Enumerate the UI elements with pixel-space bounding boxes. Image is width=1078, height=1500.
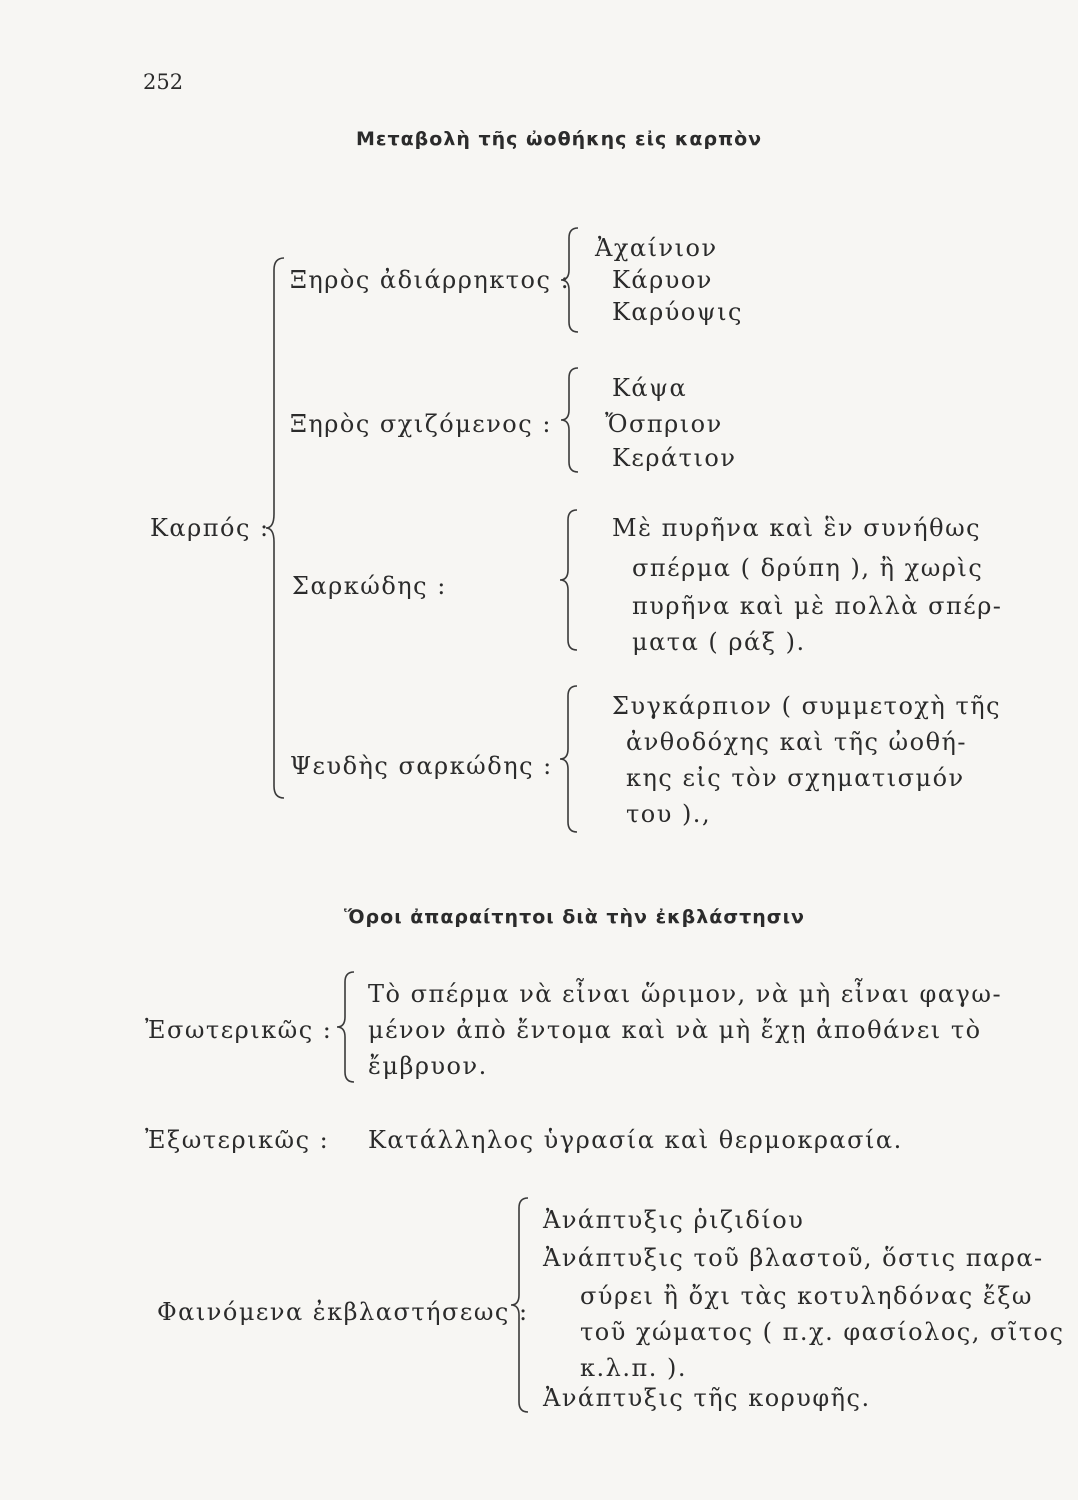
fruit-brace <box>270 258 286 798</box>
pseudo-fleshy-line-2: ἀνθοδόχης καὶ τῆς ὠοθή- <box>626 728 968 756</box>
internal-label: Ἐσωτερικῶς : <box>145 1016 333 1044</box>
fruit-label: Καρπός : <box>150 514 270 542</box>
dry-indehiscent-example-2: Κάρυον <box>612 266 713 294</box>
dry-indehiscent-brace <box>564 228 580 332</box>
fleshy-line-4: ματα ( ράξ ). <box>632 628 806 656</box>
page-number: 252 <box>143 70 184 94</box>
pseudo-fleshy-line-1: Συγκάρπιον ( συμμετοχὴ τῆς <box>612 692 1002 720</box>
internal-line-2: μένον ἀπὸ ἔντομα καὶ νὰ μὴ ἔχῃ ἀποθάνει τὸ <box>368 1016 982 1044</box>
dry-dehiscent-example-1: Κάψα <box>612 374 688 402</box>
phenomena-line-1: Ἀνάπτυξις ῥιζιδίου <box>543 1206 805 1234</box>
fleshy-brace <box>563 510 579 650</box>
external-label: Ἐξωτερικῶς : <box>145 1126 330 1154</box>
dry-indehiscent-example-3: Καρύοψις <box>612 298 743 326</box>
phenomena-line-6: Ἀνάπτυξις τῆς κορυφῆς. <box>543 1384 871 1412</box>
phenomena-label: Φαινόμενα ἐκβλαστήσεως : <box>157 1298 529 1326</box>
external-text: Κατάλληλος ὑγρασία καὶ θερμοκρασία. <box>368 1126 903 1154</box>
dry-dehiscent-example-3: Κεράτιον <box>612 444 737 472</box>
phenomena-brace <box>514 1198 530 1412</box>
fleshy-line-3: πυρῆνα καὶ μὲ πολλὰ σπέρ- <box>632 592 1003 620</box>
internal-line-3: ἔμβρυον. <box>368 1052 488 1080</box>
fleshy-line-2: σπέρμα ( δρύπη ), ἢ χωρὶς <box>632 554 984 582</box>
phenomena-line-2: Ἀνάπτυξις τοῦ βλαστοῦ, ὅστις παρα- <box>543 1244 1044 1272</box>
dry-dehiscent-example-2: Ὄσπριον <box>605 410 723 438</box>
dry-indehiscent-example-1: Ἀχαίνιον <box>595 234 718 262</box>
pseudo-fleshy-line-3: κης εἰς τὸν σχηματισμόν <box>626 764 965 792</box>
section-heading-germination: Ὅροι ἀπαραίτητοι διὰ τὴν ἐκβλάστησιν <box>344 906 805 928</box>
dry-dehiscent-brace <box>564 368 580 472</box>
fleshy-line-1: Μὲ πυρῆνα καὶ ἓν συνήθως <box>612 514 982 542</box>
section-heading-fruit: Μεταβολὴ τῆς ὠοθήκης εἰς καρπὸν <box>356 128 763 150</box>
pseudo-fleshy-label: Ψευδὴς σαρκώδης : <box>290 752 553 780</box>
dry-indehiscent-label: Ξηρὸς ἀδιάρρηκτος : <box>290 266 571 294</box>
phenomena-line-5: κ.λ.π. ). <box>580 1354 687 1382</box>
phenomena-line-3: σύρει ἢ ὄχι τὰς κοτυληδόνας ἔξω <box>580 1282 1033 1310</box>
internal-line-1: Τὸ σπέρμα νὰ εἶναι ὥριμον, νὰ μὴ εἶναι φαγω- <box>368 980 1003 1008</box>
dry-dehiscent-label: Ξηρὸς σχιζόμενος : <box>290 410 552 438</box>
fleshy-label: Σαρκώδης : <box>292 572 447 600</box>
pseudo-fleshy-brace <box>563 686 579 832</box>
phenomena-line-4: τοῦ χώματος ( π.χ. φασίολος, σῖτος <box>580 1318 1065 1346</box>
internal-brace <box>340 972 356 1082</box>
pseudo-fleshy-line-4: του )., <box>626 800 712 828</box>
